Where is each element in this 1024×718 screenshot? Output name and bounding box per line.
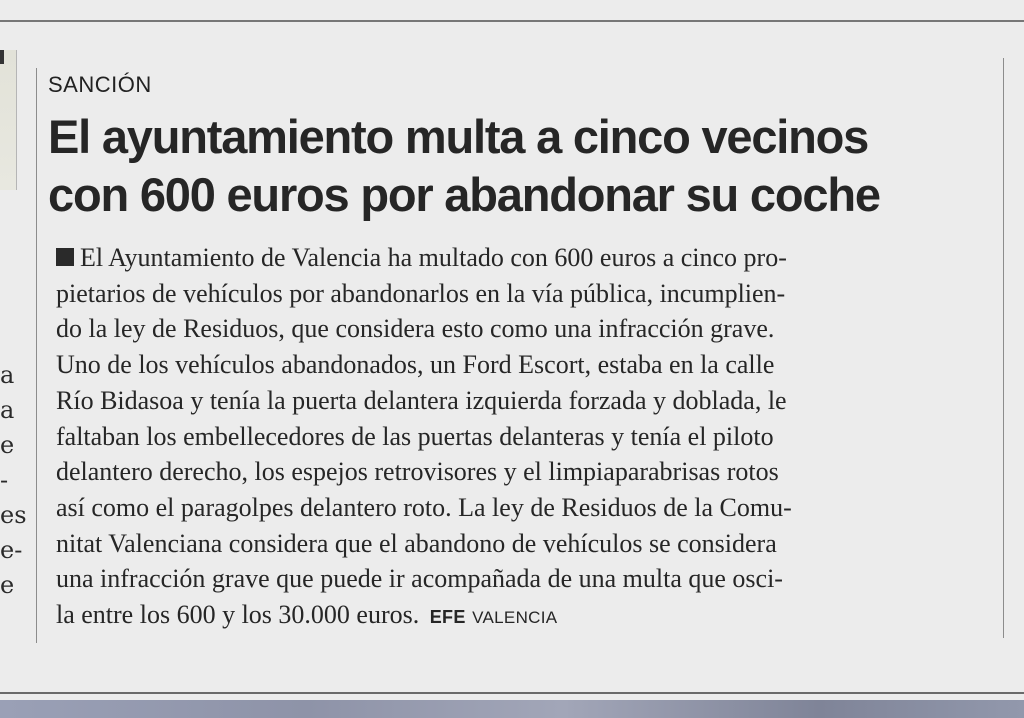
headline-line: con 600 euros por abandonar su coche (48, 168, 880, 221)
adjacent-column-fragment: e- (0, 536, 23, 564)
square-bullet-icon (56, 248, 74, 266)
top-rule (0, 20, 1024, 22)
column-marker (0, 50, 4, 64)
adjacent-column-fragment: e (0, 431, 15, 459)
body-line: faltaban los embellecedores de las puertas delanteras y tenía el piloto (56, 421, 774, 451)
adjacent-column-fragment: a (0, 396, 15, 424)
body-line: Río Bidasoa y tenía la puerta delantera izquierda forzada y doblada, le (56, 385, 787, 415)
body-line: nitat Valenciana considera que el abandono de vehículos se considera (56, 528, 777, 558)
byline-city: VALENCIA (472, 608, 558, 628)
body-line: así como el paragolpes delantero roto. La ley de Residuos de la Comu- (56, 492, 792, 522)
adjacent-column-fragments (0, 358, 27, 603)
scan-background-edge (0, 700, 1024, 718)
column-divider (36, 68, 37, 643)
body-line (56, 240, 996, 276)
body-line: una infracción grave que puede ir acompañada de una multa que osci- (56, 564, 783, 594)
adjacent-column-fragment: e (0, 571, 15, 599)
article-body (56, 240, 996, 636)
section-kicker: SANCIÓN (48, 72, 152, 97)
body-line-text: El Ayuntamiento de Valencia ha multado con 600 euros a cinco pro- (80, 243, 787, 272)
article-headline (48, 108, 998, 224)
body-line: Uno de los vehículos abandonados, un Ford Escort, estaba en la calle (56, 350, 775, 380)
adjacent-column-fragment: a (0, 361, 15, 389)
body-line-text: la entre los 600 y los 30.000 euros. (56, 600, 420, 630)
adjacent-column-fragment: es (0, 501, 27, 529)
adjacent-column-fragment: - (0, 466, 9, 494)
headline-line: El ayuntamiento multa a cinco vecinos (48, 110, 869, 163)
byline-agency: EFE (429, 607, 466, 628)
body-line: do la ley de Residuos, que considera esto como una infracción grave. (56, 314, 775, 344)
body-line (56, 597, 996, 636)
adjacent-column-image-edge (0, 50, 17, 190)
bottom-rule (0, 692, 1024, 694)
body-line: pietarios de vehículos por abandonarlos en la vía pública, incumplien- (56, 278, 786, 308)
body-line: delantero derecho, los espejos retrovisores y el limpiaparabrisas rotos (56, 457, 779, 487)
column-divider-right (1003, 58, 1004, 638)
